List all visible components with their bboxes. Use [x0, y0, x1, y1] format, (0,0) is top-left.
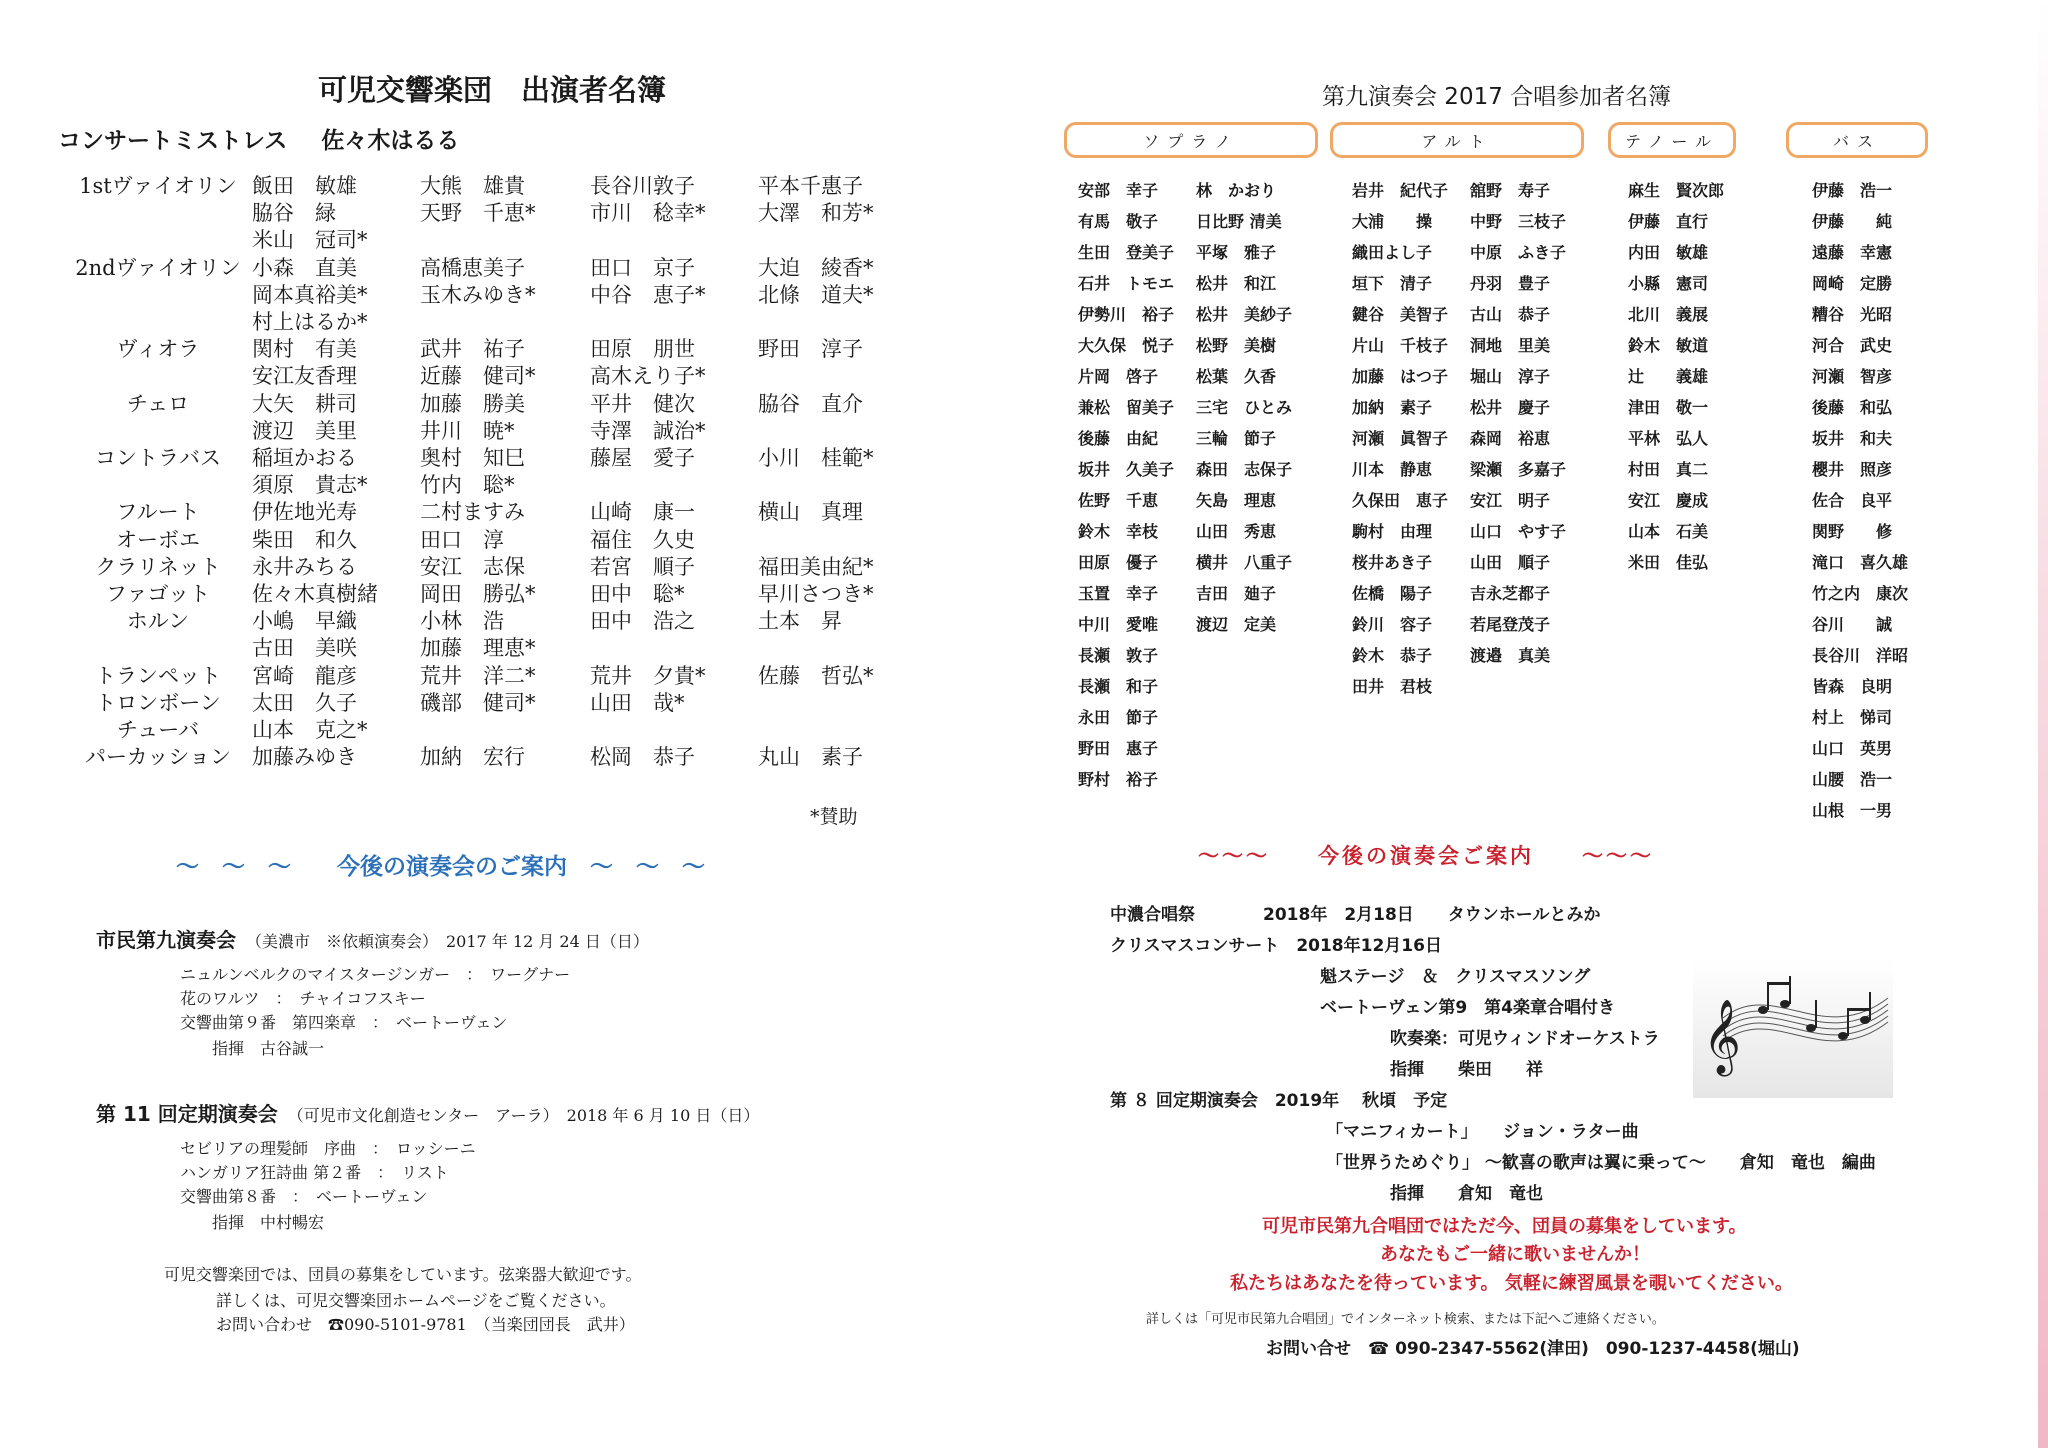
- choir-member-name: 麻生 賢次郎: [1628, 181, 1725, 200]
- choir-member-name: 岩井 紀代子: [1352, 181, 1449, 200]
- musician-name: 市川 稔幸*: [590, 201, 706, 226]
- choir-recruit-line: あなたもご一緒に歌いませんか！: [1380, 1244, 1650, 1265]
- choir-member-name: 内田 敏雄: [1628, 243, 1709, 262]
- choir-member-name: 長瀬 和子: [1078, 677, 1159, 696]
- schedule-line: 指揮 倉知 竜也: [1390, 1184, 1543, 1204]
- musician-name: 安江友香理: [252, 364, 357, 389]
- musician-name: 伊佐地光寿: [252, 500, 357, 525]
- choir-member-name: 大浦 操: [1352, 212, 1433, 231]
- concert-1-meta: （美濃市 ※依頼演奏会） 2017 年 12 月 24 日（日）: [246, 932, 649, 951]
- choir-member-name: 坂井 久美子: [1078, 460, 1175, 479]
- musician-name: 脇谷 直介: [758, 391, 863, 416]
- musician-name: 北條 道夫*: [758, 282, 874, 307]
- choir-member-name: 松葉 久香: [1196, 367, 1277, 386]
- choir-member-name: 佐野 千恵: [1078, 491, 1159, 510]
- part-header-tenor: テノール: [1608, 122, 1736, 158]
- choir-member-name: 安部 幸子: [1078, 181, 1159, 200]
- concertmistress: [58, 122, 459, 155]
- section-label: フルート: [116, 500, 200, 525]
- choir-member-name: 佐橋 陽子: [1352, 584, 1433, 603]
- musician-name: 荒井 洋二*: [420, 663, 536, 688]
- choir-member-name: 田井 君枝: [1352, 677, 1433, 696]
- choir-member-name: 松井 和江: [1196, 274, 1277, 293]
- choir-member-name: 渡邉 真美: [1470, 646, 1551, 665]
- program-line: ハンガリア狂詩曲 第２番 ： リスト: [180, 1163, 449, 1182]
- section-label: チェロ: [126, 391, 190, 416]
- concertmistress-label: コンサートミストレス: [58, 128, 288, 154]
- section-label: オーボエ: [116, 527, 200, 552]
- orchestra-roster-title: 可児交響楽団 出演者名簿: [318, 73, 667, 107]
- choir-member-name: 古山 恭子: [1470, 305, 1551, 324]
- choir-member-name: 三輪 節子: [1196, 429, 1277, 448]
- choir-member-name: 竹之内 康次: [1812, 584, 1909, 603]
- choir-member-name: 久保田 恵子: [1352, 491, 1449, 510]
- musician-name: 脇谷 緑: [252, 201, 336, 226]
- musician-name: 田口 淳: [420, 527, 504, 552]
- musician-name: 関村 有美: [252, 337, 357, 362]
- choir-member-name: 玉置 幸子: [1078, 584, 1159, 603]
- musician-name: 安江 志保: [420, 554, 525, 579]
- choir-member-name: 鈴木 敏道: [1628, 336, 1709, 355]
- section-label: トロンボーン: [95, 690, 221, 715]
- choir-member-name: 川本 静恵: [1352, 460, 1433, 479]
- schedule-line: ベートーヴェン第9 第4楽章合唱付き: [1320, 998, 1615, 1018]
- choir-roster-title: 第九演奏会 2017 合唱参加者名簿: [1322, 84, 1672, 110]
- choir-member-name: 糟谷 光昭: [1812, 305, 1893, 324]
- choir-member-name: 米田 佳弘: [1628, 553, 1709, 572]
- choir-member-name: 駒村 由理: [1352, 522, 1433, 541]
- choir-member-name: 渡辺 定美: [1196, 615, 1277, 634]
- musician-name: 福田美由紀*: [758, 554, 874, 579]
- musician-name: 宮崎 龍彦: [252, 663, 357, 688]
- schedule-line: 魁ステージ ＆ クリスマスソング: [1320, 967, 1591, 987]
- choir-member-name: 吉田 廸子: [1196, 584, 1277, 603]
- choir-member-name: 関野 修: [1812, 522, 1893, 541]
- choir-member-name: 後藤 和弘: [1812, 398, 1893, 417]
- musician-name: 高木えり子*: [590, 364, 706, 389]
- choir-search-note: 詳しくは「可児市民第九合唱団」でインターネット検索、または下記へご連絡ください。: [1146, 1312, 1665, 1327]
- musician-name: 柴田 和久: [252, 527, 357, 552]
- concert-1: [96, 924, 649, 953]
- program-line: セビリアの理髪師 序曲 ： ロッシーニ: [180, 1139, 476, 1158]
- choir-member-name: 皆森 良明: [1812, 677, 1893, 696]
- choir-member-name: 石井 トモエ: [1078, 274, 1175, 293]
- musician-name: 福住 久史: [590, 527, 695, 552]
- musician-name: 高橋恵美子: [420, 255, 525, 280]
- choir-member-name: 堀山 淳子: [1470, 367, 1551, 386]
- homepage-text: 詳しくは、可児交響楽団ホームページをご覧ください。: [216, 1291, 616, 1310]
- concert-2: [96, 1098, 759, 1127]
- musician-name: 早川さつき*: [758, 582, 874, 606]
- choir-member-name: 山口 英男: [1812, 739, 1893, 758]
- musician-name: 若宮 順子: [590, 554, 695, 579]
- contact-text: お問い合わせ ☎090-5101-9781 （当楽団団長 武井）: [216, 1315, 635, 1334]
- choir-member-name: 安江 明子: [1470, 491, 1551, 510]
- section-label: 2ndヴァイオリン: [75, 255, 241, 280]
- section-label: ファゴット: [105, 582, 211, 606]
- musician-name: 大矢 耕司: [252, 391, 357, 416]
- musician-name: 荒井 夕貴*: [590, 663, 706, 688]
- musician-name: 小嶋 早織: [252, 609, 357, 634]
- choir-member-name: 後藤 由紀: [1078, 429, 1159, 448]
- choir-member-name: 松井 美紗子: [1196, 305, 1293, 324]
- choir-member-name: 垣下 清子: [1352, 274, 1433, 293]
- choir-member-name: 森田 志保子: [1196, 460, 1293, 479]
- choir-member-name: 中原 ふき子: [1470, 243, 1567, 262]
- choir-member-name: 舘野 寿子: [1470, 181, 1551, 200]
- musician-name: 土本 昇: [758, 609, 842, 634]
- choir-member-name: 田原 優子: [1078, 553, 1159, 572]
- musician-name: 藤屋 愛子: [590, 446, 695, 470]
- choir-member-name: 伊藤 純: [1812, 212, 1893, 231]
- choir-member-name: 野田 惠子: [1078, 739, 1159, 758]
- musician-name: 平井 健次: [590, 391, 695, 416]
- choir-member-name: 鈴川 容子: [1352, 615, 1433, 634]
- choir-member-name: 森岡 裕恵: [1470, 429, 1551, 448]
- musician-name: 須原 貴志*: [252, 473, 368, 498]
- choir-member-name: 山本 石美: [1628, 522, 1709, 541]
- choir-member-name: 若尾登茂子: [1470, 615, 1551, 634]
- musician-name: 寺澤 誠治*: [590, 418, 706, 443]
- choir-member-name: 伊勢川 裕子: [1078, 305, 1175, 324]
- schedule-line: 指揮 柴田 祥: [1390, 1060, 1543, 1080]
- program-conductor: 指揮 古谷誠一: [180, 1039, 325, 1058]
- musician-name: 加藤みゆき: [252, 745, 357, 770]
- part-header-bass: バス: [1786, 122, 1928, 158]
- choir-member-name: 梁瀬 多嘉子: [1470, 460, 1567, 479]
- upcoming-concerts-heading-choir: ～～～ 今後の演奏会ご案内 ～～～: [1198, 844, 1654, 868]
- musician-name: 大熊 雄貴: [420, 174, 525, 198]
- support-note: *賛助: [810, 806, 858, 828]
- recruit-text: 可児交響楽団では、団員の募集をしています。弦楽器大歓迎です。: [164, 1265, 642, 1284]
- choir-member-name: 櫻井 照彦: [1812, 460, 1893, 479]
- musician-name: 二村ますみ: [420, 500, 525, 525]
- svg-text:𝄞: 𝄞: [1703, 1000, 1741, 1074]
- choir-member-name: 横井 八重子: [1196, 553, 1293, 572]
- choir-member-name: 坂井 和夫: [1812, 429, 1893, 448]
- musician-name: 井川 暁*: [420, 418, 515, 443]
- section-label: 1stヴァイオリン: [79, 174, 237, 198]
- choir-member-name: 山根 一男: [1812, 801, 1893, 820]
- musician-name: 田中 浩之: [590, 609, 695, 634]
- section-label: ホルン: [126, 609, 190, 634]
- choir-member-name: 平林 弘人: [1628, 429, 1709, 448]
- choir-member-name: 大久保 悦子: [1078, 336, 1175, 355]
- choir-member-name: 辻 義雄: [1628, 367, 1709, 386]
- choir-member-name: 生田 登美子: [1078, 243, 1175, 262]
- choir-member-name: 長谷川 洋昭: [1812, 646, 1909, 665]
- musician-name: 古田 美咲: [252, 636, 357, 661]
- choir-member-name: 桜井あき子: [1352, 553, 1433, 572]
- musician-name: 小川 桂範*: [758, 446, 874, 470]
- schedule-line: 吹奏楽：可児ウィンドオーケストラ: [1390, 1029, 1660, 1049]
- choir-member-name: 洞地 里美: [1470, 336, 1551, 355]
- choir-member-name: 片岡 啓子: [1078, 367, 1159, 386]
- concert-1-title: 市民第九演奏会: [96, 928, 236, 952]
- choir-contact: お問い合せ ☎ 090-2347-5562(津田) 090-1237-4458(堀山): [1266, 1339, 1800, 1359]
- musician-name: 加藤 理恵*: [420, 636, 536, 661]
- program-conductor: 指揮 中村暢宏: [180, 1213, 325, 1232]
- choir-member-name: 谷川 誠: [1812, 615, 1893, 634]
- musician-name: 横山 真理: [758, 500, 863, 525]
- choir-member-name: 滝口 喜久雄: [1812, 553, 1909, 572]
- choir-member-name: 加納 素子: [1352, 398, 1433, 417]
- musician-name: 加藤 勝美: [420, 391, 525, 416]
- musician-name: 岡本真裕美*: [252, 282, 368, 307]
- choir-member-name: 河合 武史: [1812, 336, 1893, 355]
- musician-name: 佐々木真樹緒: [252, 582, 378, 606]
- musician-name: 小森 直美: [252, 255, 357, 280]
- choir-member-name: 岡崎 定勝: [1812, 274, 1893, 293]
- schedule-line: 中濃合唱祭 2018年 2月18日 タウンホールとみか: [1110, 905, 1601, 925]
- choir-member-name: 河瀬 智彦: [1812, 367, 1893, 386]
- choir-member-name: 松野 美樹: [1196, 336, 1277, 355]
- schedule-line: 第 ８ 回定期演奏会 2019年 秋頃 予定: [1110, 1091, 1448, 1111]
- part-header-alto: アルト: [1330, 122, 1584, 158]
- choir-member-name: 兼松 留美子: [1078, 398, 1175, 417]
- musician-name: 天野 千恵*: [420, 201, 536, 226]
- musician-name: 小林 浩: [420, 609, 504, 634]
- musician-name: 玉木みゆき*: [420, 282, 536, 307]
- musician-name: 渡辺 美里: [252, 418, 357, 443]
- choir-member-name: 長瀬 敦子: [1078, 646, 1159, 665]
- choir-member-name: 遠藤 幸憲: [1812, 243, 1893, 262]
- section-label: クラリネット: [95, 554, 221, 579]
- choir-member-name: 佐合 良平: [1812, 491, 1893, 510]
- musician-name: 飯田 敏雄: [252, 174, 357, 198]
- musician-name: 山崎 康一: [590, 500, 695, 525]
- musician-name: 佐藤 哲弘*: [758, 663, 874, 688]
- section-label: トランペット: [95, 663, 221, 688]
- schedule-line: 「世界うためぐり」 ～歓喜の歌声は翼に乗って～ 倉知 竜也 編曲: [1326, 1153, 1876, 1173]
- choir-member-name: 林 かおり: [1196, 181, 1277, 200]
- musician-name: 近藤 健司*: [420, 364, 536, 389]
- choir-member-name: 伊藤 浩一: [1812, 181, 1893, 200]
- choir-member-name: 永田 節子: [1078, 708, 1159, 727]
- musician-name: 岡田 勝弘*: [420, 582, 536, 606]
- section-label: コントラバス: [95, 446, 221, 470]
- choir-member-name: 有馬 敬子: [1078, 212, 1159, 231]
- schedule-line: クリスマスコンサート 2018年12月16日: [1110, 936, 1442, 956]
- musician-name: 竹内 聡*: [420, 473, 515, 498]
- musician-name: 山本 克之*: [252, 718, 368, 742]
- choir-member-name: 小縣 憲司: [1628, 274, 1709, 293]
- choir-member-name: 北川 義展: [1628, 305, 1709, 324]
- musician-name: 稲垣かおる: [252, 446, 357, 470]
- musician-name: 平本千惠子: [758, 174, 863, 198]
- musician-name: 丸山 素子: [758, 745, 863, 770]
- section-label: ヴィオラ: [116, 337, 200, 362]
- program-line: ニュルンベルクのマイスタージンガー ： ワーグナー: [180, 965, 571, 984]
- choir-member-name: 鈴木 恭子: [1352, 646, 1433, 665]
- musician-name: 米山 冠司*: [252, 228, 368, 253]
- choir-member-name: 矢島 理恵: [1196, 491, 1277, 510]
- musician-name: 田原 朋世: [590, 337, 695, 362]
- choir-member-name: 鍵谷 美智子: [1352, 305, 1449, 324]
- choir-member-name: 山田 秀恵: [1196, 522, 1277, 541]
- musician-name: 田中 聡*: [590, 582, 685, 606]
- page-edge: [2038, 0, 2048, 1448]
- choir-member-name: 日比野 清美: [1196, 212, 1282, 231]
- choir-member-name: 村田 真二: [1628, 460, 1709, 479]
- musician-name: 太田 久子: [252, 690, 357, 715]
- choir-member-name: 吉永芝都子: [1470, 584, 1551, 603]
- musician-name: 奥村 知巳: [420, 446, 525, 470]
- musician-name: 野田 淳子: [758, 337, 863, 362]
- choir-recruit-line: 可児市民第九合唱団ではただ今、団員の募集をしています。: [1262, 1216, 1747, 1237]
- part-header-soprano: ソプラノ: [1064, 122, 1318, 158]
- concertmistress-name: 佐々木はるる: [321, 128, 460, 154]
- choir-member-name: 平塚 雅子: [1196, 243, 1277, 262]
- choir-member-name: 丹羽 豊子: [1470, 274, 1551, 293]
- musician-name: 大澤 和芳*: [758, 201, 874, 226]
- choir-member-name: 安江 慶成: [1628, 491, 1709, 510]
- musician-name: 磯部 健司*: [420, 690, 536, 715]
- musician-name: 永井みちる: [252, 554, 357, 579]
- choir-member-name: 三宅 ひとみ: [1196, 398, 1293, 417]
- section-label: チューバ: [116, 718, 200, 742]
- musician-name: 大迫 綾香*: [758, 255, 874, 280]
- choir-member-name: 村上 悌司: [1812, 708, 1893, 727]
- choir-recruit-line: 私たちはあなたを待っています。 気軽に練習風景を覗いてください。: [1230, 1273, 1793, 1294]
- upcoming-concerts-heading: ～ ～ ～ 今後の演奏会のご案内 ～ ～ ～: [176, 854, 705, 880]
- musician-name: 加納 宏行: [420, 745, 525, 770]
- musician-name: 武井 祐子: [420, 337, 525, 362]
- choir-member-name: 鈴木 幸枝: [1078, 522, 1159, 541]
- choir-member-name: 伊藤 直行: [1628, 212, 1709, 231]
- concert-2-meta: （可児市文化創造センター アーラ） 2018 年 6 月 10 日（日）: [287, 1106, 760, 1125]
- musician-name: 田口 京子: [590, 255, 695, 280]
- choir-member-name: 中川 愛唯: [1078, 615, 1159, 634]
- program-line: 交響曲第９番 第四楽章 ： ベートーヴェン: [180, 1013, 508, 1032]
- program-line: 花のワルツ ： チャイコフスキー: [180, 989, 426, 1008]
- choir-member-name: 加藤 はつ子: [1352, 367, 1449, 386]
- section-label: パーカッション: [85, 745, 231, 770]
- musician-name: 村上はるか*: [252, 310, 368, 334]
- schedule-line: 「マニフィカート」 ジョン・ラター曲: [1326, 1122, 1639, 1142]
- choir-member-name: 織田よし子: [1352, 243, 1433, 262]
- musician-name: 山田 哉*: [590, 690, 685, 715]
- musician-name: 中谷 恵子*: [590, 282, 706, 307]
- choir-member-name: 野村 裕子: [1078, 770, 1159, 789]
- program-line: 交響曲第８番 ： ベートーヴェン: [180, 1187, 428, 1206]
- choir-member-name: 片山 千枝子: [1352, 336, 1449, 355]
- choir-member-name: 中野 三枝子: [1470, 212, 1567, 231]
- choir-member-name: 松井 慶子: [1470, 398, 1551, 417]
- choir-member-name: 山田 順子: [1470, 553, 1551, 572]
- music-notes-image: [1693, 958, 1893, 1098]
- concert-2-title: 第 11 回定期演奏会: [96, 1102, 278, 1126]
- musician-name: 長谷川敦子: [590, 174, 695, 198]
- choir-member-name: 津田 敬一: [1628, 398, 1709, 417]
- choir-member-name: 山口 やす子: [1470, 522, 1567, 541]
- musician-name: 松岡 恭子: [590, 745, 695, 770]
- choir-member-name: 河瀬 眞智子: [1352, 429, 1449, 448]
- choir-member-name: 山腰 浩一: [1812, 770, 1893, 789]
